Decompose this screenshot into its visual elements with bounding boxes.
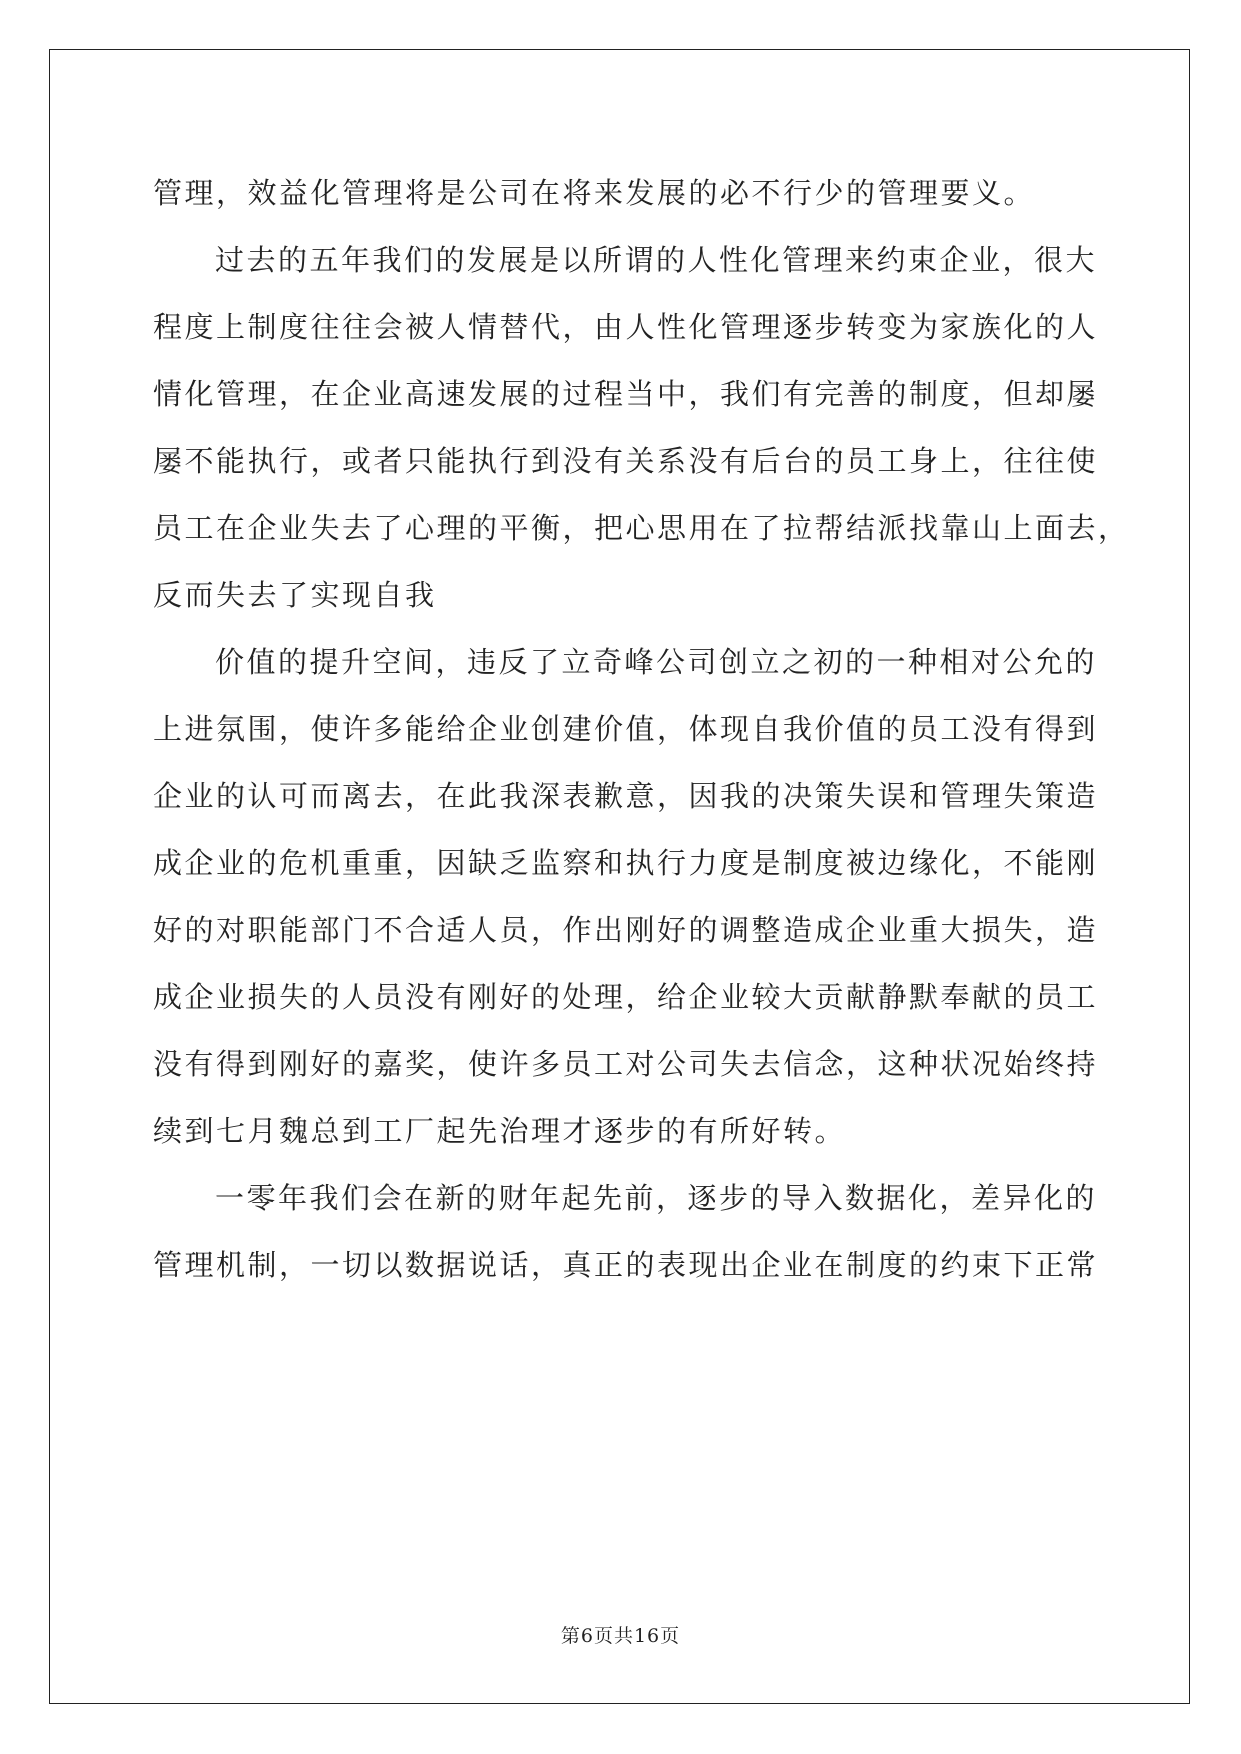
text-line: 成企业的危机重重，因缺乏监察和执行力度是制度被边缘化，不能刚 [153, 846, 1099, 880]
text-line: 企业的认可而离去，在此我深表歉意，因我的决策失误和管理失策造 [153, 779, 1099, 813]
text-line: 上进氛围，使许多能给企业创建价值，体现自我价值的员工没有得到 [153, 712, 1099, 746]
text-line: 屡不能执行，或者只能执行到没有关系没有后台的员工身上，往往使 [153, 444, 1099, 478]
current-page-number: 第6页 [560, 1625, 614, 1647]
text-line: 价值的提升空间，违反了立奇峰公司创立之初的一种相对公允的 [215, 645, 1098, 679]
text-line: 管理，效益化管理将是公司在将来发展的必不行少的管理要义。 [153, 176, 1036, 210]
text-line: 员工在企业失去了心理的平衡，把心思用在了拉帮结派找靠山上面去， [153, 511, 1130, 545]
text-line: 情化管理，在企业高速发展的过程当中，我们有完善的制度，但却屡 [153, 377, 1099, 411]
text-line: 没有得到刚好的嘉奖，使许多员工对公司失去信念，这种状况始终持 [153, 1047, 1099, 1081]
text-line: 程度上制度往往会被人情替代，由人性化管理逐步转变为家族化的人 [153, 310, 1099, 344]
text-line: 续到七月魏总到工厂起先治理才逐步的有所好转。 [153, 1114, 847, 1148]
text-line: 好的对职能部门不合适人员，作出刚好的调整造成企业重大损失，造 [153, 913, 1099, 947]
total-page-count: 共16页 [613, 1625, 681, 1647]
document-body [153, 160, 1130, 1299]
text-line: 成企业损失的人员没有刚好的处理，给企业较大贡献静默奉献的员工 [153, 980, 1099, 1014]
text-line: 管理机制，一切以数据说话，真正的表现出企业在制度的约束下正常 [153, 1248, 1099, 1282]
text-line: 反而失去了实现自我 [153, 578, 437, 612]
page-footer [0, 1621, 1241, 1648]
text-line: 过去的五年我们的发展是以所谓的人性化管理来约束企业，很大 [215, 243, 1098, 277]
text-line: 一零年我们会在新的财年起先前，逐步的导入数据化，差异化的 [215, 1181, 1098, 1215]
